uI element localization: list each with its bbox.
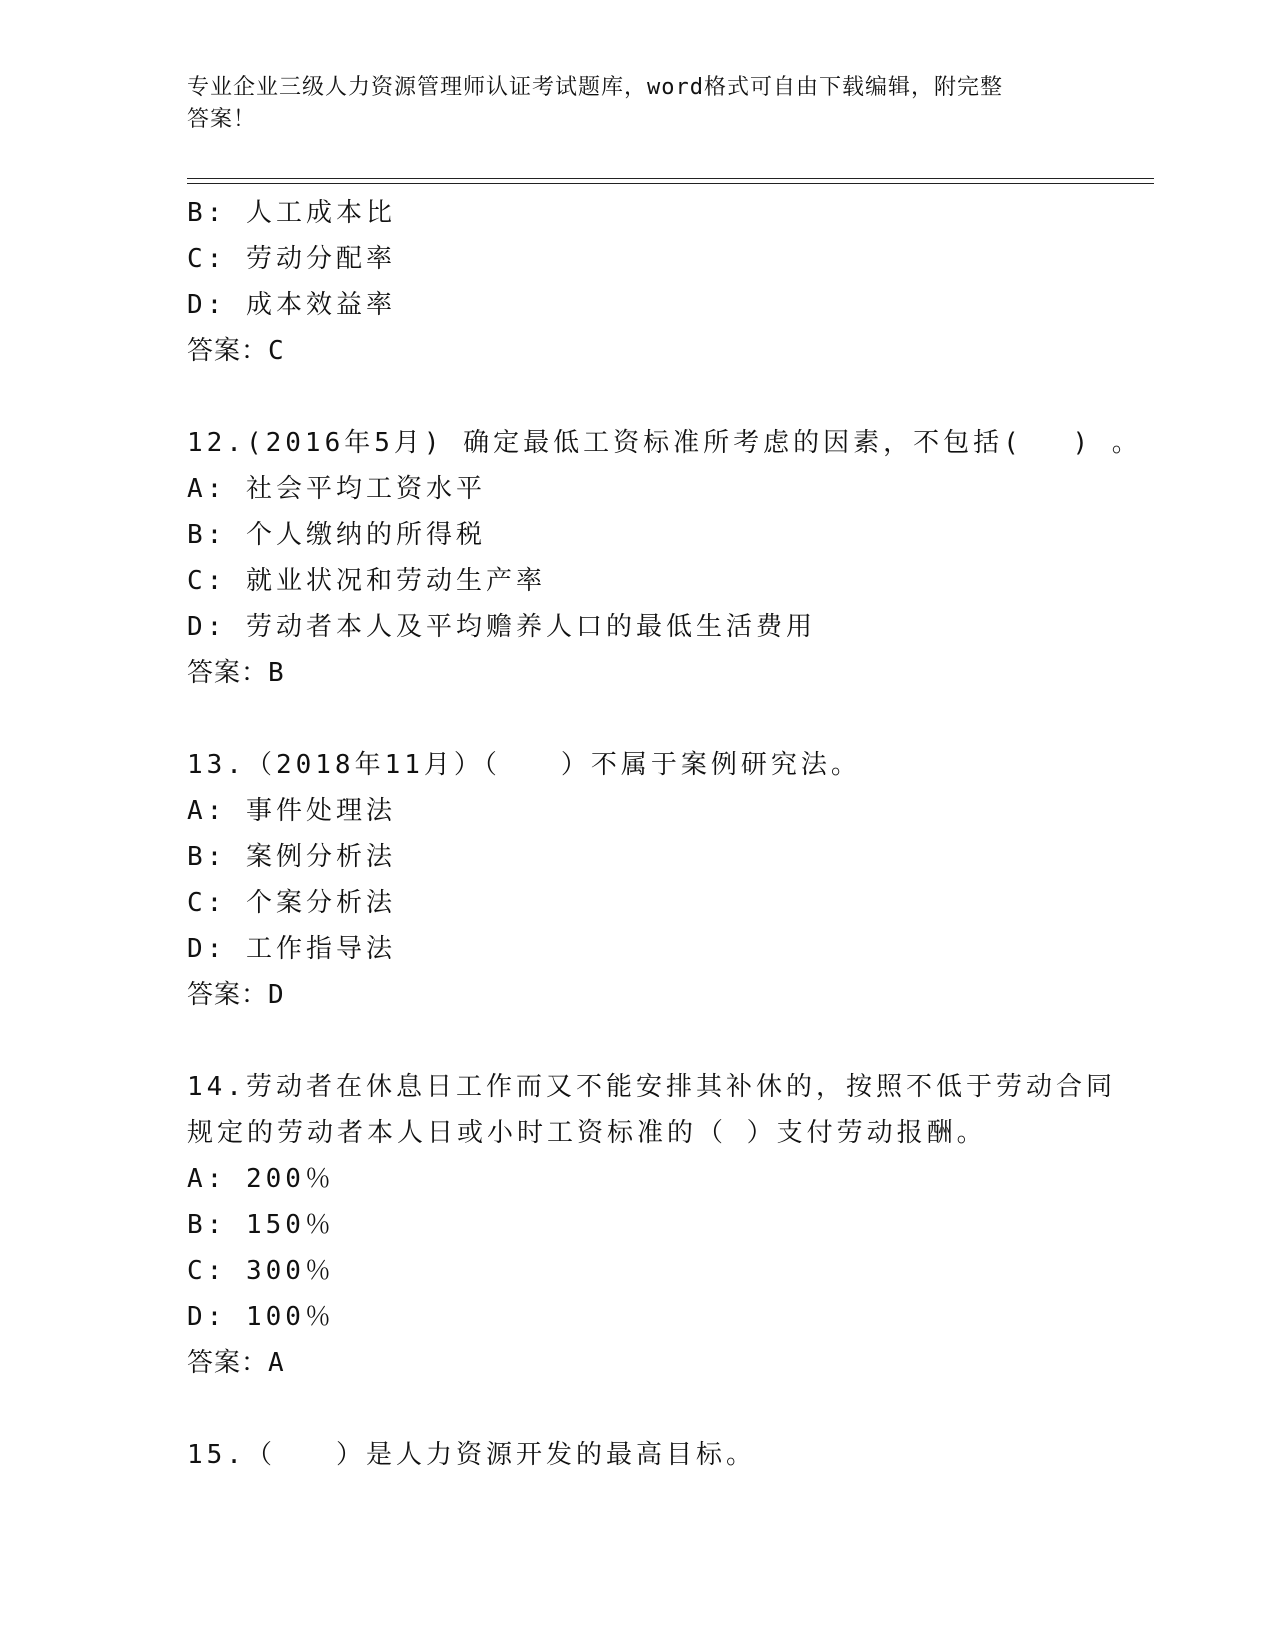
question-13 — [187, 742, 1087, 1018]
answer-value: A — [268, 1348, 285, 1378]
question-14 — [187, 1064, 1116, 1386]
option-a: A: 200％ — [187, 1164, 335, 1194]
answer-value: C — [268, 336, 285, 366]
option-d: D: 劳动者本人及平均赡养人口的最低生活费用 — [187, 612, 816, 642]
option-d: D: 成本效益率 — [187, 290, 396, 320]
answer-value: B — [268, 658, 285, 688]
header-line-2: 答案！ — [187, 107, 257, 132]
option-a: A: 社会平均工资水平 — [187, 474, 486, 504]
question-stem-line-2: 规定的劳动者本人日或小时工资标准的（ ）支付劳动报酬。 — [187, 1118, 987, 1148]
spacer — [187, 1386, 1087, 1432]
spacer — [187, 374, 1087, 420]
answer-line — [187, 650, 1087, 696]
answer-line — [187, 328, 1087, 374]
option-b: B: 150％ — [187, 1210, 335, 1240]
option-c: C: 劳动分配率 — [187, 244, 396, 274]
option-c: C: 300％ — [187, 1256, 335, 1286]
answer-label: 答案： — [187, 336, 269, 366]
question-stem-line-1: 14.劳动者在休息日工作而又不能安排其补休的，按照不低于劳动合同 — [187, 1072, 1116, 1102]
option-d: D: 100％ — [187, 1302, 335, 1332]
option-b: B: 人工成本比 — [187, 198, 396, 228]
answer-label: 答案： — [187, 980, 269, 1010]
answer-line — [187, 972, 1087, 1018]
answer-label: 答案： — [187, 1348, 269, 1378]
option-c: C: 就业状况和劳动生产率 — [187, 566, 546, 596]
header-divider — [187, 178, 1154, 184]
question-11 — [187, 190, 1087, 374]
question-stem: 12.(2016年5月) 确定最低工资标准所考虑的因素，不包括( ) 。 — [187, 428, 1142, 458]
answer-value: D — [268, 980, 285, 1010]
option-a: A: 事件处理法 — [187, 796, 396, 826]
option-b: B: 案例分析法 — [187, 842, 396, 872]
answer-label: 答案： — [187, 658, 269, 688]
question-stem: 15.（ ）是人力资源开发的最高目标。 — [187, 1440, 756, 1470]
document-body — [187, 190, 1142, 1478]
header-line-1: 专业企业三级人力资源管理师认证考试题库，word格式可自由下载编辑，附完整 — [187, 75, 1003, 100]
page-header — [187, 72, 1067, 136]
option-c: C: 个案分析法 — [187, 888, 396, 918]
spacer — [187, 1018, 1087, 1064]
option-b: B: 个人缴纳的所得税 — [187, 520, 486, 550]
question-12 — [187, 420, 1142, 696]
question-15 — [187, 1432, 1087, 1478]
question-stem: 13.（2018年11月）（ ）不属于案例研究法。 — [187, 750, 861, 780]
option-d: D: 工作指导法 — [187, 934, 396, 964]
answer-line — [187, 1340, 1087, 1386]
spacer — [187, 696, 1087, 742]
